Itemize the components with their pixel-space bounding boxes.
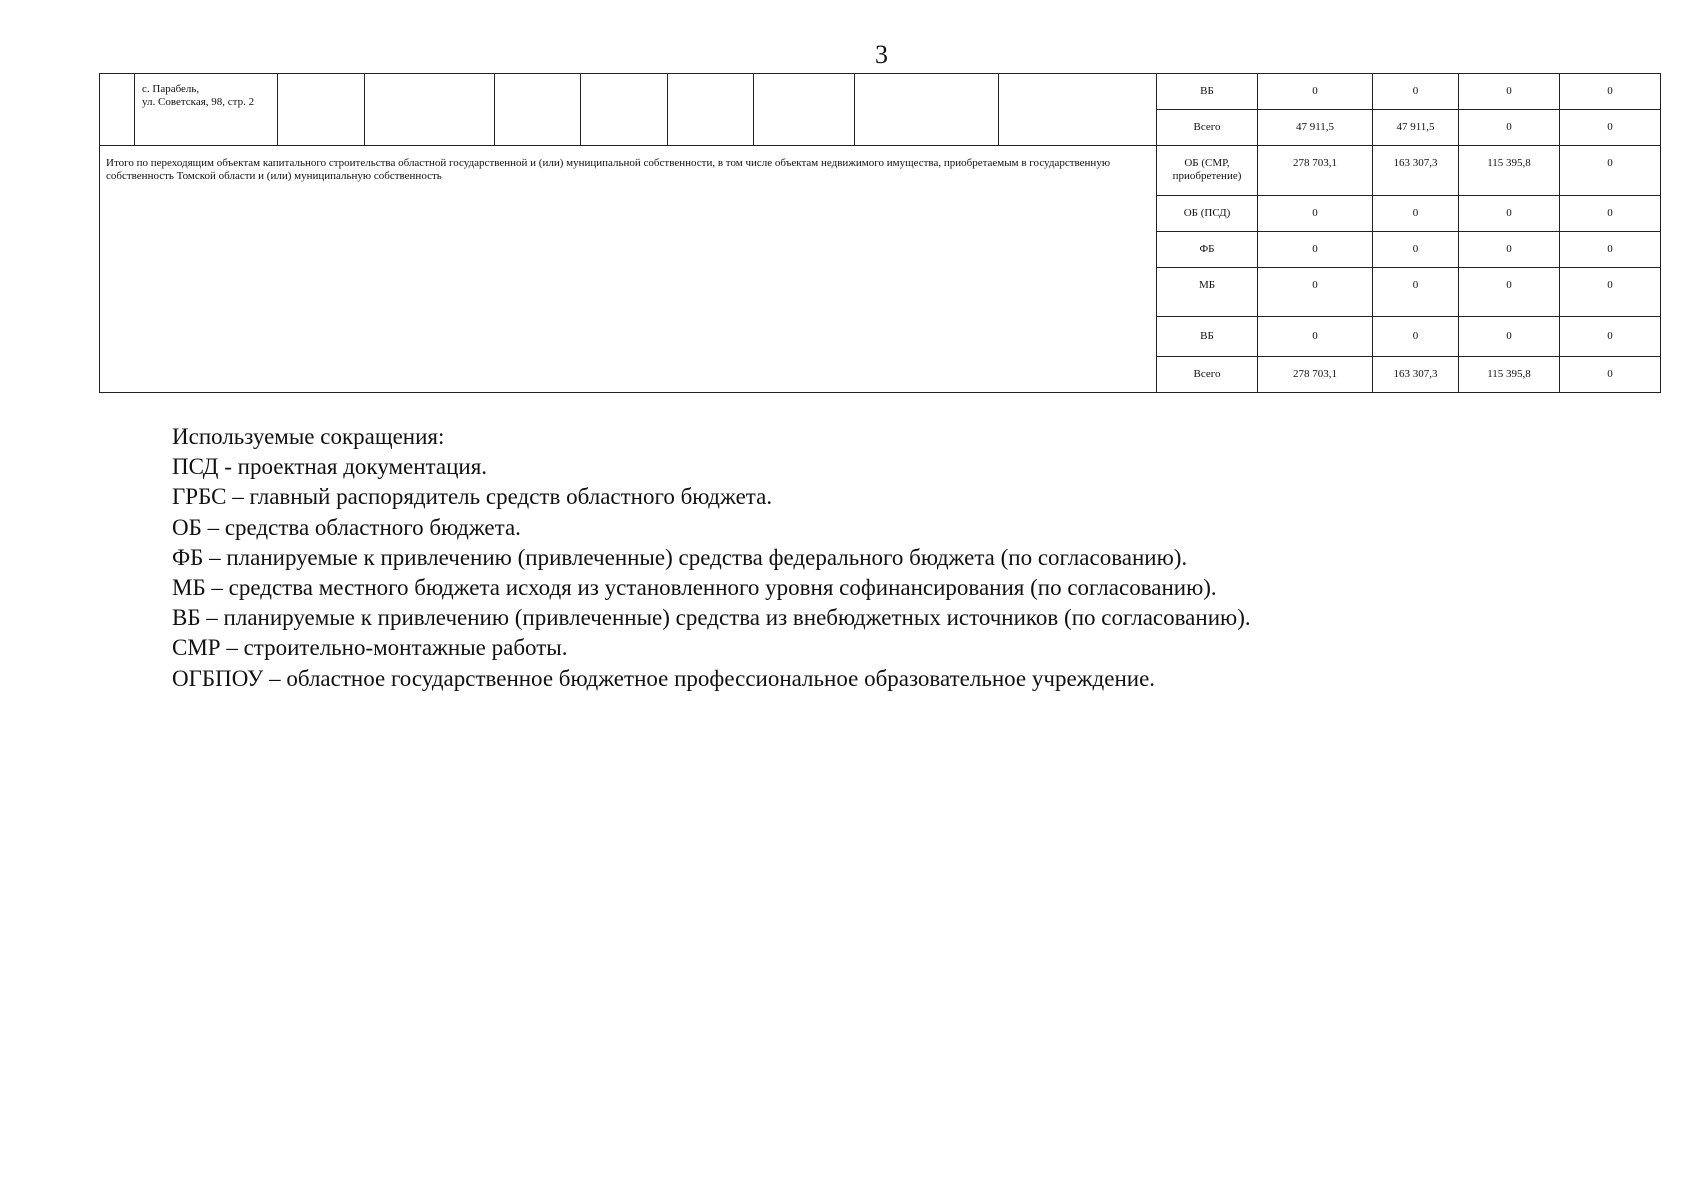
value-cell: 0	[1258, 268, 1373, 317]
address-line: с. Парабель,	[142, 83, 200, 95]
abbreviation-item: ФБ – планируемые к привлечению (привлеченные) средства федерального бюджета (по согласованию).	[172, 544, 1188, 570]
funding-source-cell: Всего	[1157, 110, 1258, 146]
value-cell: 0	[1560, 110, 1661, 146]
value-cell: 0	[1459, 74, 1560, 110]
value-cell: 0	[1560, 146, 1661, 196]
abbreviation-item: МБ – средства местного бюджета исходя из установленного уровня софинансирования (по согласованию).	[172, 575, 1217, 601]
value-cell: 0	[1373, 317, 1459, 357]
value-cell: 0	[1373, 268, 1459, 317]
value-cell: 0	[1373, 232, 1459, 268]
empty-cell	[365, 74, 495, 146]
value-cell: 0	[1560, 74, 1661, 110]
object-address-cell	[135, 74, 278, 146]
value-cell: 0	[1560, 268, 1661, 317]
empty-cell	[999, 74, 1157, 146]
value-cell: 0	[1459, 110, 1560, 146]
value-cell: 163 307,3	[1373, 357, 1459, 393]
empty-cell	[581, 74, 668, 146]
empty-cell	[855, 74, 999, 146]
value-cell: 0	[1560, 232, 1661, 268]
value-cell: 0	[1258, 317, 1373, 357]
value-cell: 0	[1258, 74, 1373, 110]
value-cell: 47 911,5	[1258, 110, 1373, 146]
empty-cell	[668, 74, 754, 146]
value-cell: 0	[1459, 196, 1560, 232]
abbreviation-item: ВБ – планируемые к привлечению (привлеченные) средства из внебюджетных источников (по согласованию).	[172, 605, 1251, 631]
value-cell: 0	[1258, 196, 1373, 232]
value-cell: 278 703,1	[1258, 146, 1373, 196]
abbreviation-item: ОБ – средства областного бюджета.	[172, 514, 521, 540]
value-cell: 0	[1459, 232, 1560, 268]
abbreviation-item: СМР – строительно-монтажные работы.	[172, 635, 568, 661]
address-line: ул. Советская, 98, стр. 2	[142, 96, 255, 108]
abbreviation-item: ПСД - проектная документация.	[172, 454, 488, 480]
funding-source-cell: ВБ	[1157, 317, 1258, 357]
empty-cell	[754, 74, 855, 146]
funding-source-cell: ОБ (ПСД)	[1157, 196, 1258, 232]
empty-cell	[495, 74, 581, 146]
total-label-cell: Итого по переходящим объектам капитального строительства областной государственной и (или) муниципальной собственности, в том числе объектам недвижимого имущества, приобретаемым в государственную собственность Томской области и (или) муниципальную собственность	[100, 146, 1157, 393]
value-cell: 0	[1373, 74, 1459, 110]
row-number-cell	[100, 74, 135, 146]
value-cell: 0	[1459, 317, 1560, 357]
value-cell: 0	[1560, 317, 1661, 357]
table-row	[100, 74, 1661, 110]
value-cell: 0	[1373, 196, 1459, 232]
value-cell: 163 307,3	[1373, 146, 1459, 196]
value-cell: 0	[1560, 196, 1661, 232]
value-cell: 115 395,8	[1459, 357, 1560, 393]
abbreviation-item: ОГБПОУ – областное государственное бюджетное профессиональное образовательное учреждение.	[172, 665, 1156, 691]
value-cell: 0	[1258, 232, 1373, 268]
abbreviations-block	[172, 422, 1251, 694]
abbreviation-item: ГРБС – главный распорядитель средств областного бюджета.	[172, 484, 773, 510]
value-cell: 0	[1560, 357, 1661, 393]
value-cell: 115 395,8	[1459, 146, 1560, 196]
value-cell: 47 911,5	[1373, 110, 1459, 146]
finance-table	[99, 73, 1661, 393]
empty-cell	[278, 74, 365, 146]
table-row	[100, 146, 1661, 196]
funding-source-cell: ОБ (СМР, приобретение)	[1157, 146, 1258, 196]
value-cell: 278 703,1	[1258, 357, 1373, 393]
funding-source-cell: Всего	[1157, 357, 1258, 393]
abbreviations-heading: Используемые сокращения:	[172, 424, 445, 449]
value-cell: 0	[1459, 268, 1560, 317]
funding-source-cell: ФБ	[1157, 232, 1258, 268]
funding-source-cell: МБ	[1157, 268, 1258, 317]
page-number: 3	[875, 40, 888, 69]
funding-source-cell: ВБ	[1157, 74, 1258, 110]
